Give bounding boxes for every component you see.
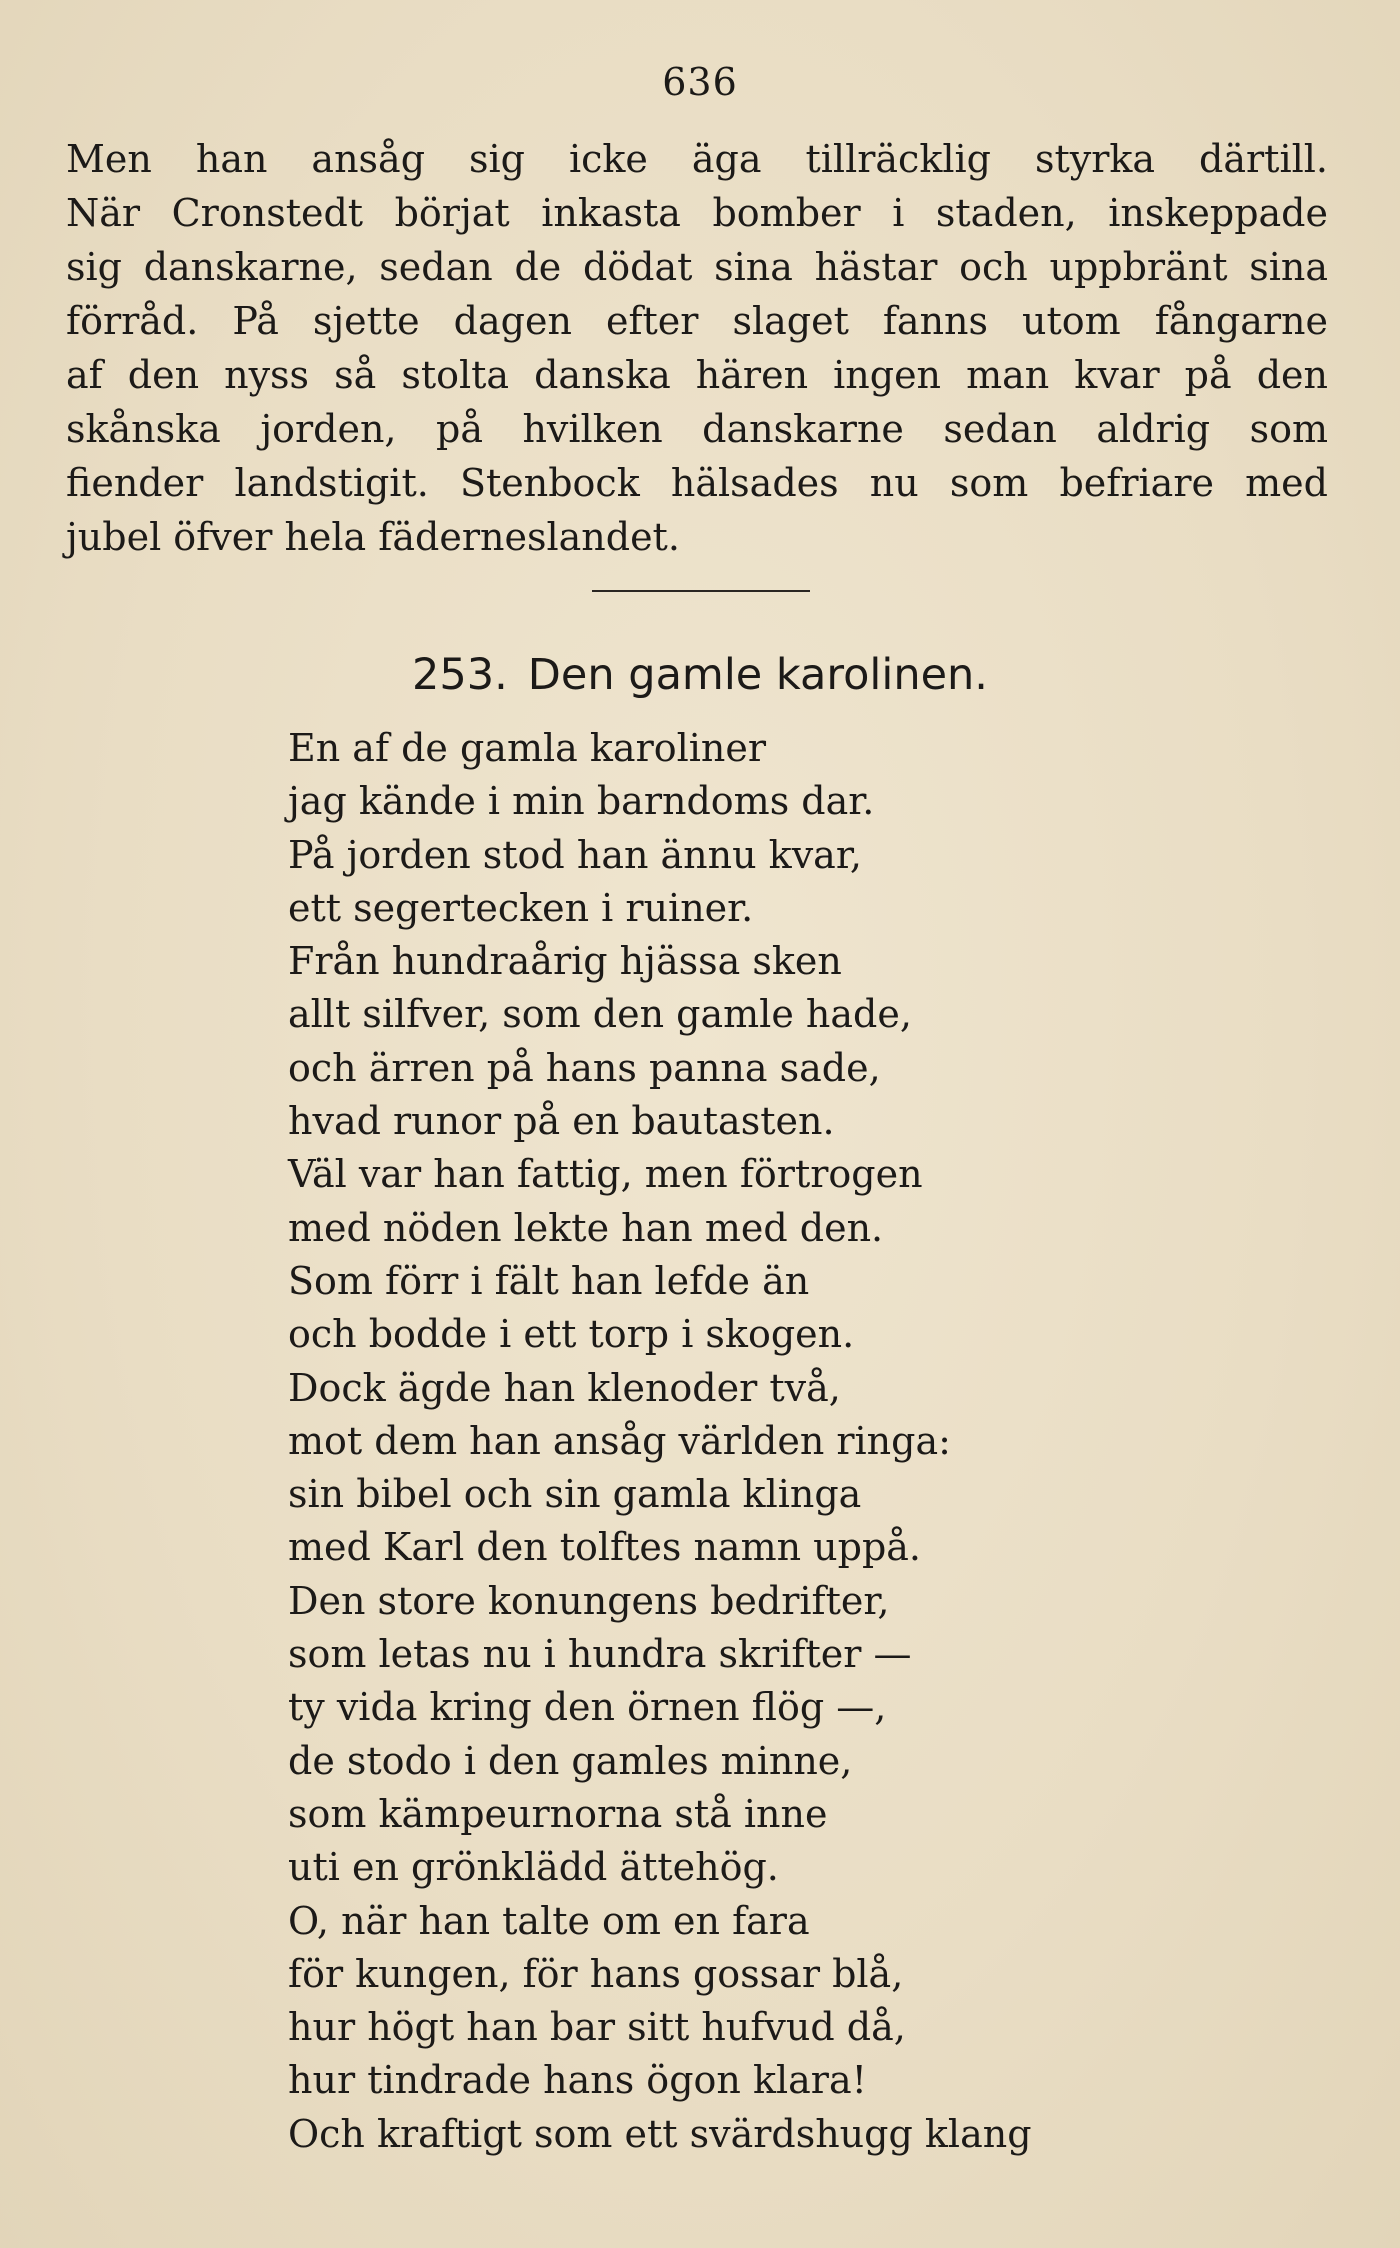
prose-line: förråd. På sjette dagen efter slaget fanns utom fångarne [66, 299, 1328, 343]
poem-line: Som förr i fält han lefde än [288, 1258, 810, 1303]
poem-line: för kungen, för hans gossar blå, [288, 1951, 904, 1996]
poem-line: Dock ägde han klenoder två, [288, 1365, 841, 1410]
prose-line: jubel öfver hela fäderneslandet. [66, 515, 680, 559]
poem-line: ett segertecken i ruiner. [288, 885, 754, 930]
poem-line: och ärren på hans panna sade, [288, 1045, 881, 1090]
poem [288, 722, 1348, 2161]
poem-line: O, när han talte om en fara [288, 1898, 810, 1943]
poem-line: med Karl den tolftes namn uppå. [288, 1525, 922, 1570]
section-divider [592, 590, 810, 592]
poem-line: Från hundraårig hjässa sken [288, 939, 842, 984]
poem-line: som letas nu i hundra skrifter — [288, 1632, 912, 1677]
poem-line: jag kände i min barndoms dar. [288, 779, 875, 824]
poem-line: En af de gamla karoliner [288, 726, 767, 770]
poem-line: Den store konungens bedrifter, [288, 1578, 890, 1623]
poem-line: allt silfver, som den gamle hade, [288, 992, 912, 1037]
poem-line: med nöden lekte han med den. [288, 1205, 884, 1250]
poem-line: På jorden stod han ännu kvar, [288, 832, 862, 877]
section-number: 253. [412, 650, 508, 700]
section-title: Den gamle karolinen. [527, 650, 988, 700]
section-heading [0, 647, 1400, 703]
prose-line: sig danskarne, sedan de dödat sina hästar och uppbränt sina [66, 245, 1328, 289]
poem-line: ty vida kring den örnen flög —, [288, 1685, 887, 1730]
poem-line: de stodo i den gamles minne, [288, 1738, 853, 1783]
prose-line: När Cronstedt börjat inkasta bomber i staden, inskeppade [66, 191, 1328, 235]
poem-line: hur tindrade hans ögon klara! [288, 2058, 867, 2103]
poem-line: sin bibel och sin gamla klinga [288, 1472, 862, 1517]
prose-paragraph [66, 132, 1328, 564]
poem-line: och bodde i ett torp i skogen. [288, 1312, 855, 1357]
poem-line: uti en grönklädd ättehög. [288, 1845, 779, 1890]
poem-line: Och kraftigt som ett svärdshugg klang [288, 2111, 1032, 2156]
page-number: 636 [662, 60, 738, 104]
poem-line: hvad runor på en bautasten. [288, 1099, 835, 1144]
prose-line: fiender landstigit. Stenbock hälsades nu som befriare med [66, 461, 1328, 505]
poem-line: hur högt han bar sitt hufvud då, [288, 2005, 906, 2050]
prose-line: Men han ansåg sig icke äga tillräcklig styrka därtill. [66, 137, 1328, 181]
poem-line: som kämpeurnorna stå inne [288, 1791, 828, 1836]
poem-line: mot dem han ansåg världen ringa: [288, 1418, 951, 1463]
prose-line: skånska jorden, på hvilken danskarne sedan aldrig som [66, 407, 1328, 451]
prose-line: af den nyss så stolta danska hären ingen man kvar på den [66, 353, 1328, 397]
poem-line: Väl var han fattig, men förtrogen [288, 1152, 923, 1197]
